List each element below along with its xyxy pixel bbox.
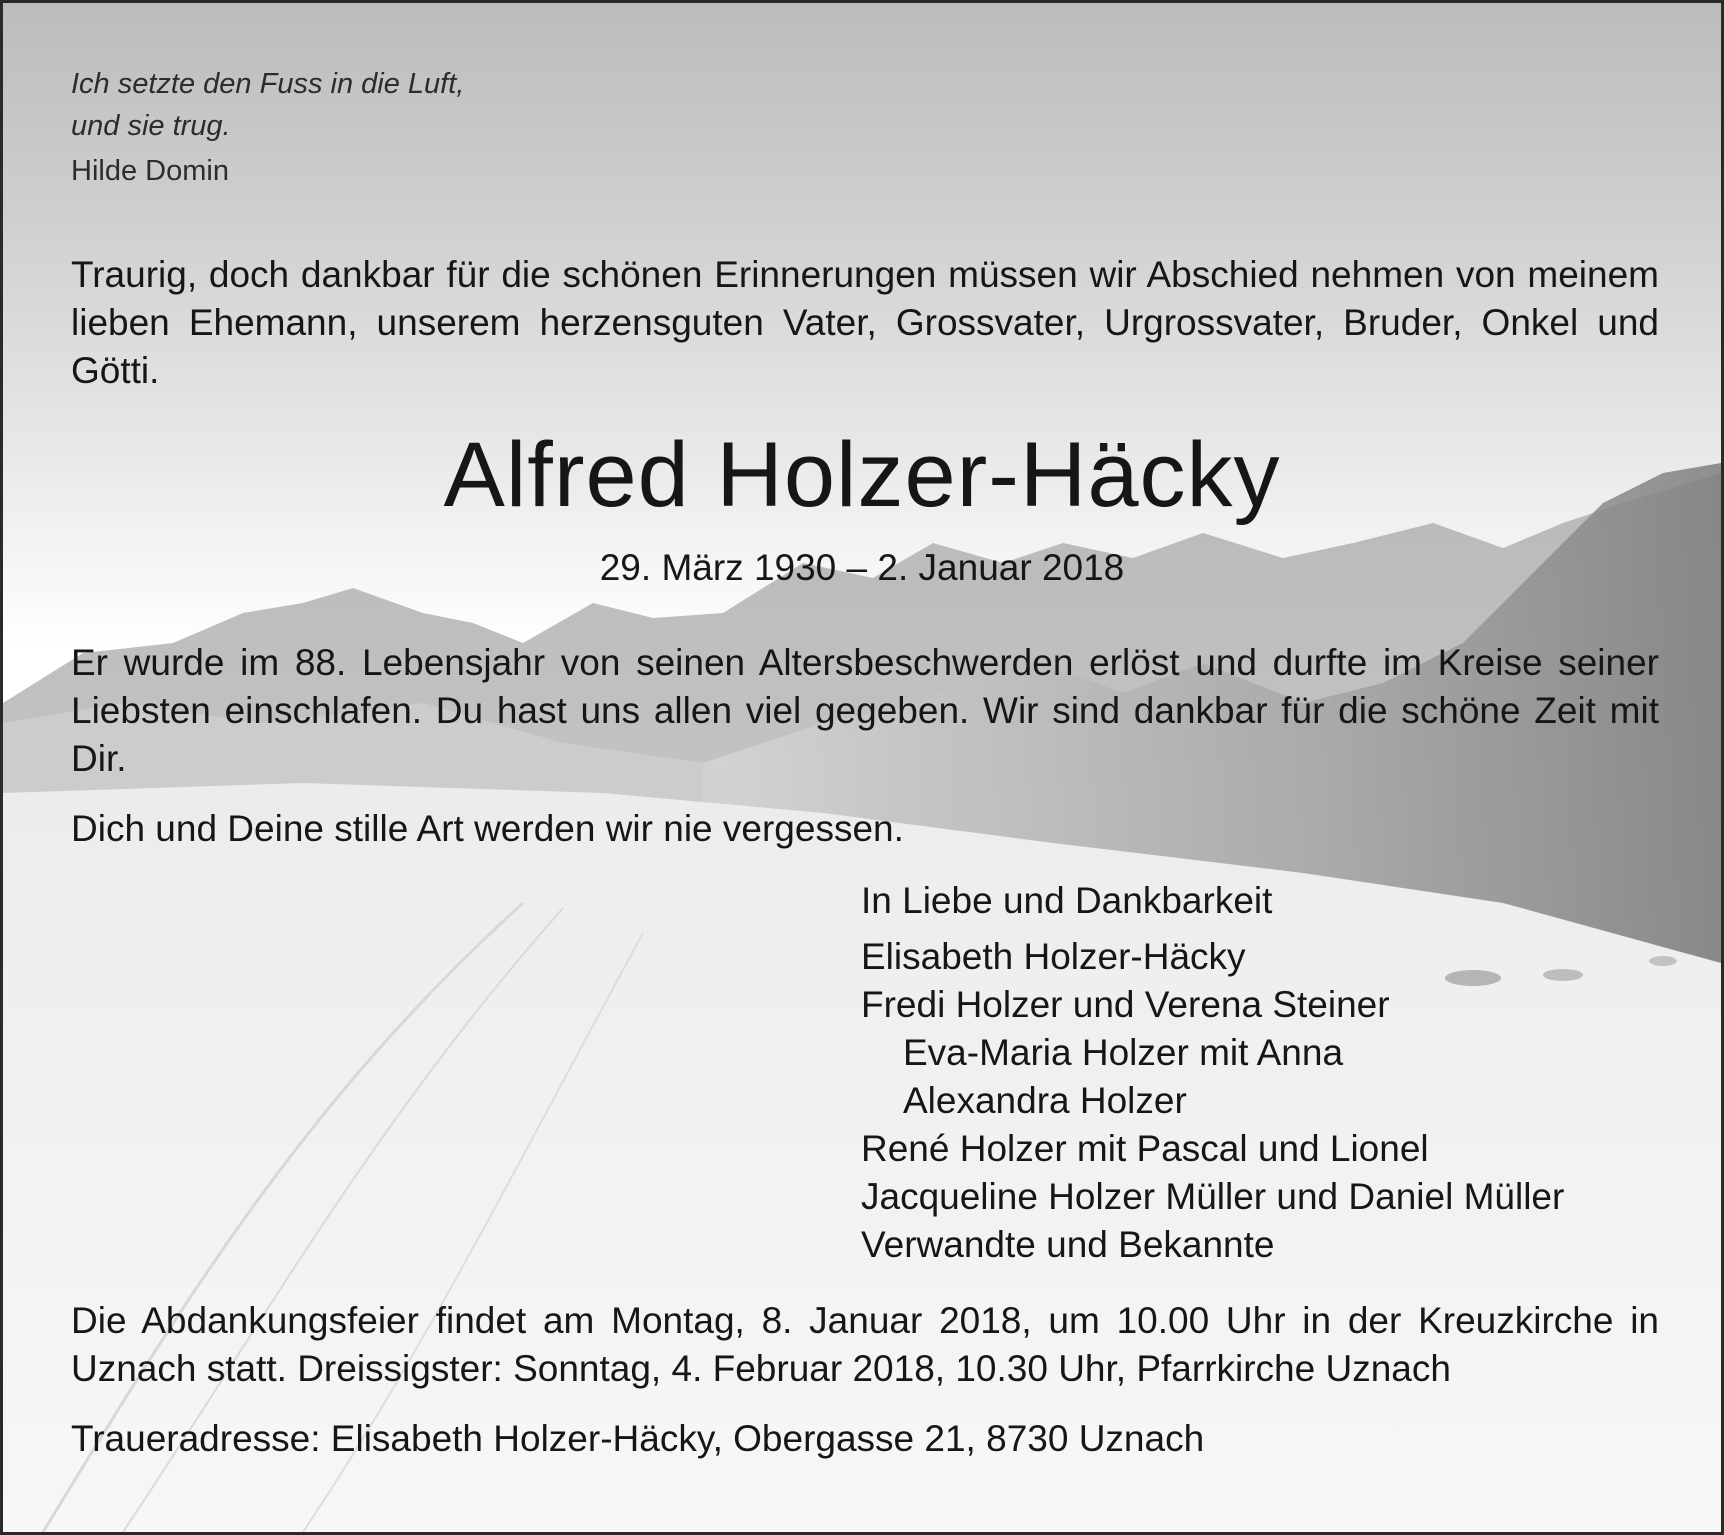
signature-name: Verwandte und Bekannte [861,1224,1275,1265]
life-dates: 29. März 1930 – 2. Januar 2018 [599,547,1125,588]
signature-name: René Holzer mit Pascal und Lionel [861,1128,1429,1169]
intro-paragraph: Traurig, doch dankbar für die schönen Erinnerungen müssen wir Abschied nehmen von meinem lieben Ehemann, unserem herzensguten Vater, Grossvater, Urgrossvater, Bruder, Onkel und Götti. [71,254,1659,391]
body-paragraph: Er wurde im 88. Lebensjahr von seinen Altersbeschwerden erlöst und durfte im Kreise seiner Liebsten einschlafen. Du hast uns allen viel gegeben. Wir sind dankbar für die schöne Zeit mit Dir. [71,642,1659,779]
quote-line: und sie trug. [71,110,231,142]
signature-block [861,877,1564,1269]
mourning-address: Traueradresse: Elisabeth Holzer-Häcky, Obergasse 21, 8730 Uznach [71,1418,1205,1459]
deceased-name: Alfred Holzer-Häcky [443,424,1281,526]
service-info: Die Abdankungsfeier findet am Montag, 8. Januar 2018, um 10.00 Uhr in der Kreuzkirche in Uznach statt. Dreissigster: Sonntag, 4. Februar 2018, 10.30 Uhr, Pfarrkirche Uznach [71,1300,1659,1389]
body-paragraph-remembrance: Dich und Deine stille Art werden wir nie vergessen. [71,808,904,849]
signature-name: Fredi Holzer und Verena Steiner [861,984,1390,1025]
quote [71,63,1659,147]
signature-name: Alexandra Holzer [903,1080,1187,1121]
quote-author: Hilde Domin [71,155,229,187]
signature-name: Elisabeth Holzer-Häcky [861,936,1246,977]
quote-line: Ich setzte den Fuss in die Luft, [71,68,465,100]
signature-name: Jacqueline Holzer Müller und Daniel Müller [861,1176,1565,1217]
signature-name: Eva-Maria Holzer mit Anna [903,1032,1344,1073]
signature-heading: In Liebe und Dankbarkeit [861,880,1273,921]
